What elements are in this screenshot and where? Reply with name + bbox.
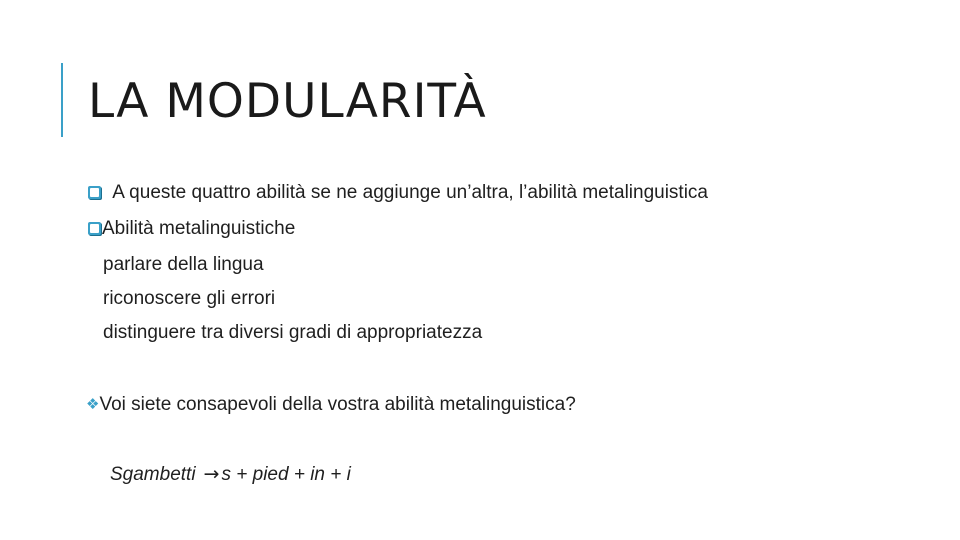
bullet-line-1 bbox=[88, 182, 708, 204]
slide-title: LA MODULARITÀ bbox=[88, 74, 487, 129]
title-accent-bar bbox=[61, 63, 63, 137]
arrow-right-icon: → bbox=[203, 463, 220, 485]
subitem: distinguere tra diversi gradi di appropriatezza bbox=[103, 322, 483, 343]
example-decomposition: s + pied + in + i bbox=[221, 464, 351, 485]
example-word: Sgambetti bbox=[110, 464, 196, 485]
bullet-line-2 bbox=[88, 218, 295, 240]
bullet-text-3: Voi siete consapevoli della vostra abilità metalinguistica? bbox=[99, 394, 576, 415]
subitem: parlare della lingua bbox=[103, 254, 264, 275]
bullet-text-1: A queste quattro abilità se ne aggiunge un’altra, l’abilità metalinguistica bbox=[112, 182, 708, 203]
hollow-square-bullet-icon bbox=[88, 186, 101, 199]
diamond-cluster-bullet-icon: ❖ bbox=[86, 395, 100, 413]
subitem: riconoscere gli errori bbox=[103, 288, 276, 309]
bullet-text-2: Abilità metalinguistiche bbox=[102, 218, 296, 239]
example-line bbox=[110, 463, 351, 486]
hollow-square-bullet-icon bbox=[88, 222, 101, 235]
bullet-line-3 bbox=[86, 393, 576, 416]
